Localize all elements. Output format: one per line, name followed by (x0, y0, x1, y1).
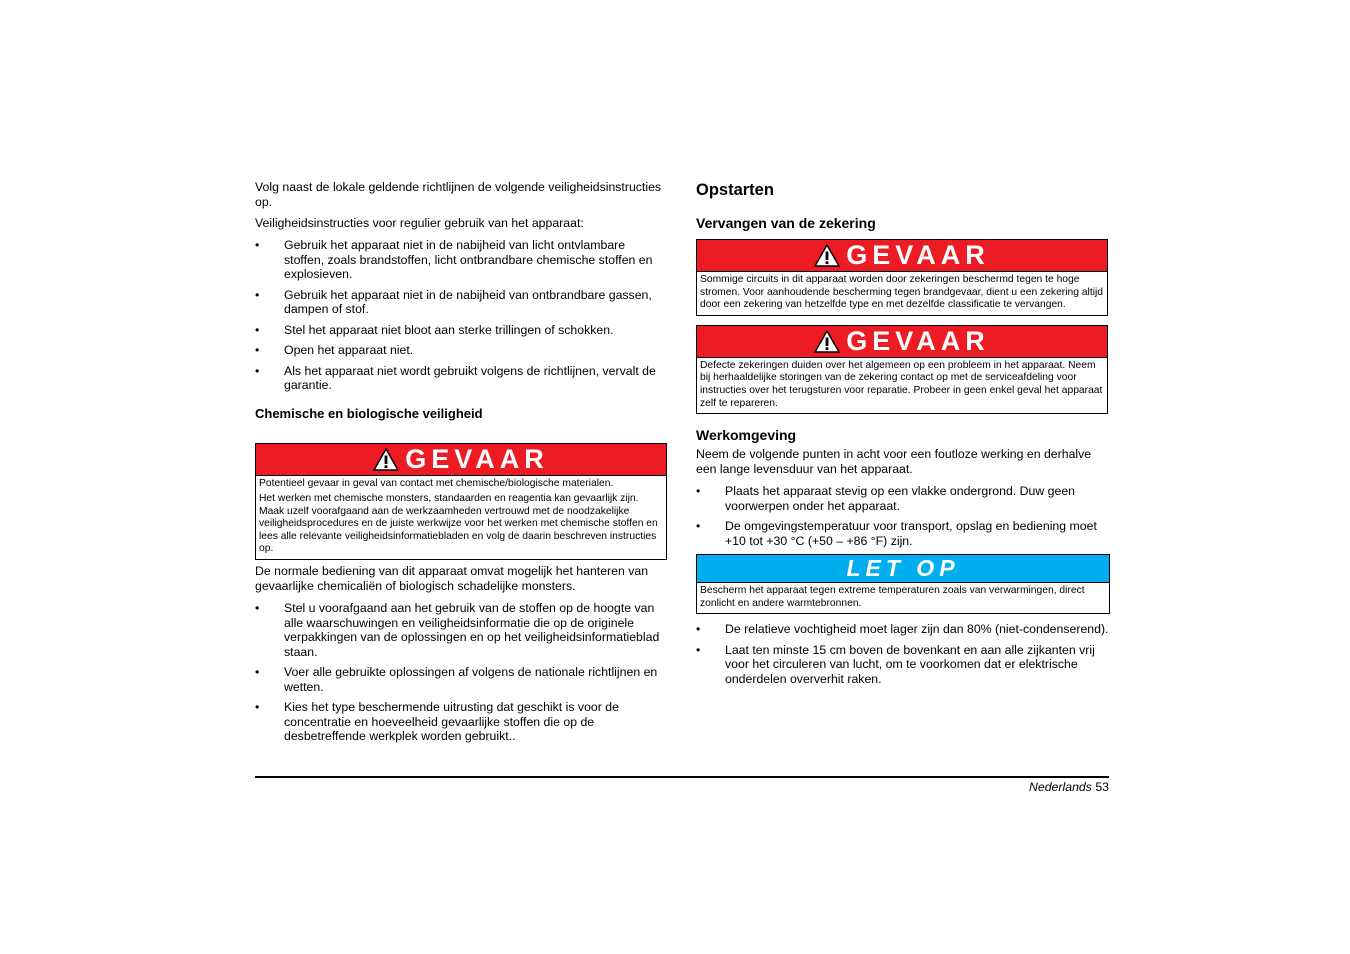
notice-text: Bescherm het apparaat tegen extreme temperaturen zoals van verwarmingen, direct zonlicht en andere warmtebronnen. (700, 585, 1085, 609)
list-item: • Kies het type beschermende uitrusting dat geschikt is voor de concentratie en hoeveelheid gevaarlijke stoffen die op de desbetreffende werkplek worden gebruikt.. (255, 700, 619, 744)
intro-text: Volg naast de lokale geldende richtlijnen de volgende veiligheidsinstructies op. (255, 180, 662, 209)
danger-body (697, 272, 1107, 315)
danger-box (696, 325, 1108, 414)
warning-triangle-icon (814, 330, 840, 353)
list-item: • Plaats het apparaat stevig op een vlakke ondergrond. Duw geen voorwerpen onder het apparaat. (696, 484, 1076, 513)
list-item: • Gebruik het apparaat niet in de nabijheid van ontbrandbare gassen, dampen of stof. (255, 287, 652, 316)
danger-label: GEVAAR (846, 240, 990, 270)
list-item: • De relatieve vochtigheid moet lager zijn dan 80% (niet-condenserend). (696, 622, 1109, 637)
danger-body (256, 476, 666, 560)
footer-language: Nederlands (1029, 780, 1092, 794)
left-column (255, 180, 667, 750)
list-item: • Open het apparaat niet. (255, 343, 414, 357)
danger-label: GEVAAR (846, 325, 990, 356)
intro-text-2: Veiligheidsinstructies voor regulier gebruik van het apparaat: (255, 216, 584, 230)
list-item: • Als het apparaat niet wordt gebruikt volgens de richtlijnen, vervalt de garantie. (255, 363, 656, 392)
list-item: • De omgevingstemperatuur voor transport, opslag en bediening moet +10 tot +30 °C (+50 – +86 °F) zijn. (696, 519, 1097, 548)
section-title: Opstarten (696, 181, 774, 199)
body-text: De normale bediening van dit apparaat omvat mogelijk het hanteren van gevaarlijke chemicaliën of biologisch schadelijke monsters. (255, 564, 649, 594)
environment-list-2 (696, 622, 1110, 686)
notice-header (697, 555, 1109, 583)
page-number: 53 (1095, 780, 1109, 794)
safety-list (255, 238, 667, 393)
danger-header (256, 444, 666, 476)
danger-text: Defecte zekeringen duiden over het algemeen op een probleem in het apparaat. Neem bij herhaaldelijke storingen van de zekering contact op met de serviceafdeling voor instructies over het terugsturen voor reparatie. Probeer in geen enkel geval het apparaat zelf te repareren. (700, 359, 1103, 409)
list-item: • Stel het apparaat niet bloot aan sterke trillingen of schokken. (255, 322, 614, 337)
danger-text: Potentieel gevaar in geval van contact met chemische/biologische materialen. (259, 477, 614, 489)
subsection-heading: Vervangen van de zekering (696, 215, 876, 231)
subsection-heading: Werkomgeving (696, 427, 797, 444)
chemical-list (255, 601, 667, 744)
list-item: • Stel u voorafgaand aan het gebruik van de stoffen op de hoogte van alle waarschuwingen en veiligheidsinformatie die op de originele verpakkingen van de oplossingen en op het veiligheidsinformatieblad staan. (255, 601, 660, 659)
body-text: Neem de volgende punten in acht voor een foutloze werking en derhalve een lange levensduur van het apparaat. (696, 447, 1092, 477)
list-item: • Gebruik het apparaat niet in de nabijheid van licht ontvlambare stoffen, zoals brandstoffen, licht ontbrandbare chemische stoffen en explosieven. (255, 238, 653, 281)
danger-box (696, 239, 1108, 316)
danger-body (697, 358, 1107, 413)
danger-header (697, 240, 1107, 272)
page-footer (1029, 780, 1109, 794)
danger-label: GEVAAR (405, 443, 549, 474)
right-column (696, 180, 1110, 692)
danger-text: Sommige circuits in dit apparaat worden door zekeringen beschermd tegen te hoge stromen. Voor aanhoudende bescherming tegen brandgevaar, dient u een zekering altijd door een zekering van hetzelfde type en met dezelfde classificatie te vervangen. (700, 274, 1104, 311)
notice-body (697, 583, 1109, 613)
danger-header (697, 326, 1107, 358)
notice-box (696, 554, 1110, 614)
list-item: • Voer alle gebruikte oplossingen af volgens de nationale richtlijnen en wetten. (255, 665, 658, 694)
notice-label: LET OP (846, 555, 960, 582)
danger-text: Maak uzelf voorafgaand aan de werkzaamheden vertrouwd met de noodzakelijke veiligheidsprocedures en de juiste werkwijze voor het werken met chemische stoffen en lees alle relevante veiligheidsinformatiebladen en volg de daarin beschreven instructies op. (259, 505, 658, 555)
danger-box (255, 443, 667, 561)
section-heading: Chemische en biologische veiligheid (255, 405, 483, 421)
danger-text: Het werken met chemische monsters, standaarden en reagentia kan gevaarlijk zijn. (259, 493, 639, 505)
warning-triangle-icon (373, 448, 399, 471)
warning-triangle-icon (814, 244, 840, 267)
list-item: • Laat ten minste 15 cm boven de bovenkant en aan alle zijkanten vrij voor het circuleren van lucht, om te voorkomen dat er elektrische onderdelen oververhit raken. (696, 642, 1095, 686)
environment-list (696, 484, 1110, 548)
footer-rule (255, 776, 1109, 778)
